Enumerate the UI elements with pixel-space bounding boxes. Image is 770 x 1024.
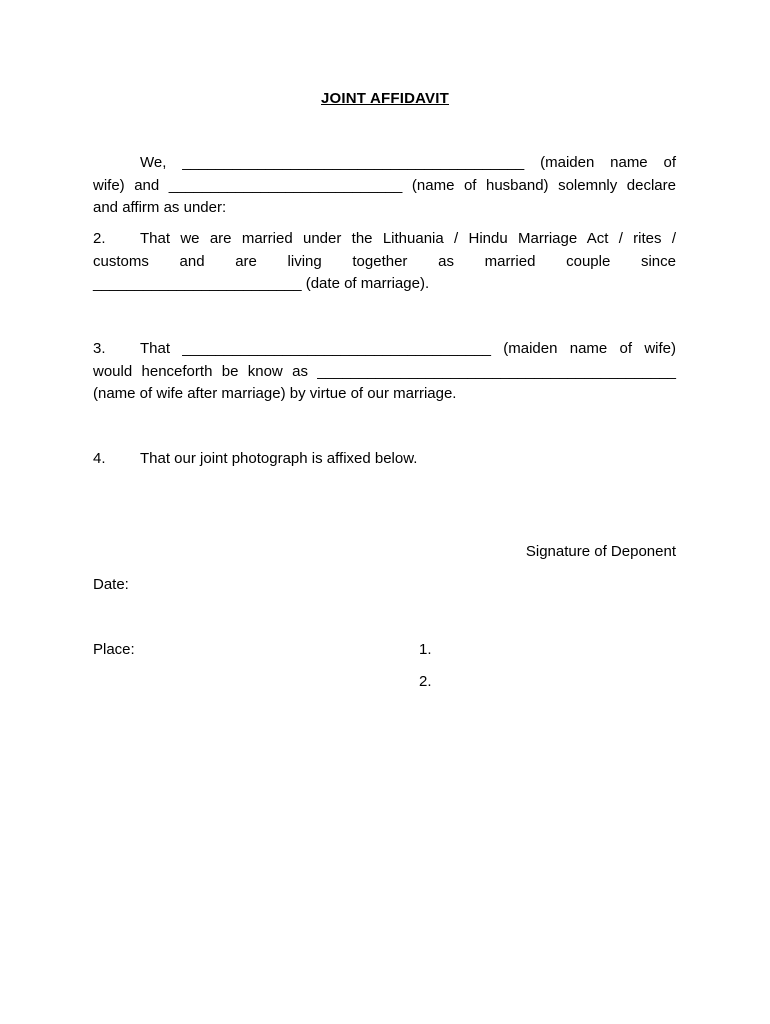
paragraph-4 bbox=[93, 448, 676, 471]
paragraph-3-number: 3. bbox=[93, 340, 106, 357]
paragraph-2-line-1-text: That we are married under the Lithuania / Hindu Marriage Act / rites / bbox=[140, 230, 676, 247]
paragraph-2-line-1 bbox=[93, 228, 676, 251]
paragraph-1-line-1 bbox=[93, 152, 676, 175]
paragraph-4-number: 4. bbox=[93, 450, 106, 467]
paragraph-2-line-2: customs and are living together as married couple since bbox=[93, 252, 676, 270]
signature-label: Signature of Deponent bbox=[525, 543, 676, 560]
paragraph-2-line-3: _________________________ (date of marriage). bbox=[93, 275, 430, 292]
paragraph-3-line-1-text: That _____________________________________ (maiden name of wife) bbox=[140, 340, 676, 357]
paragraph-3-line-2: would henceforth be know as ___________________________________________ bbox=[93, 362, 676, 380]
deponent-1-number: 1. bbox=[419, 641, 432, 658]
paragraph-3-line-1 bbox=[93, 338, 676, 361]
paragraph-4-text: That our joint photograph is affixed below. bbox=[140, 450, 418, 467]
date-label: Date: bbox=[93, 576, 129, 593]
wife-maiden-name-blank: _________________________________________ bbox=[182, 154, 525, 171]
paragraph-1-line-2: wife) and ____________________________ (name of husband) solemnly declare bbox=[93, 176, 676, 194]
maiden-name-label: (maiden name of bbox=[540, 154, 676, 171]
document-title: JOINT AFFIDAVIT bbox=[321, 90, 449, 107]
paragraph-2 bbox=[93, 228, 676, 296]
we-text: We, bbox=[140, 154, 167, 171]
paragraph-2-number: 2. bbox=[93, 230, 106, 247]
paragraph-4-line-1 bbox=[93, 448, 676, 471]
place-label: Place: bbox=[93, 641, 135, 658]
paragraph-1-line-3: and affirm as under: bbox=[93, 199, 227, 216]
paragraph-1 bbox=[93, 152, 676, 220]
deponent-2-number: 2. bbox=[419, 673, 432, 690]
paragraph-3-line-3: (name of wife after marriage) by virtue of our marriage. bbox=[93, 385, 457, 402]
paragraph-3 bbox=[93, 338, 676, 406]
